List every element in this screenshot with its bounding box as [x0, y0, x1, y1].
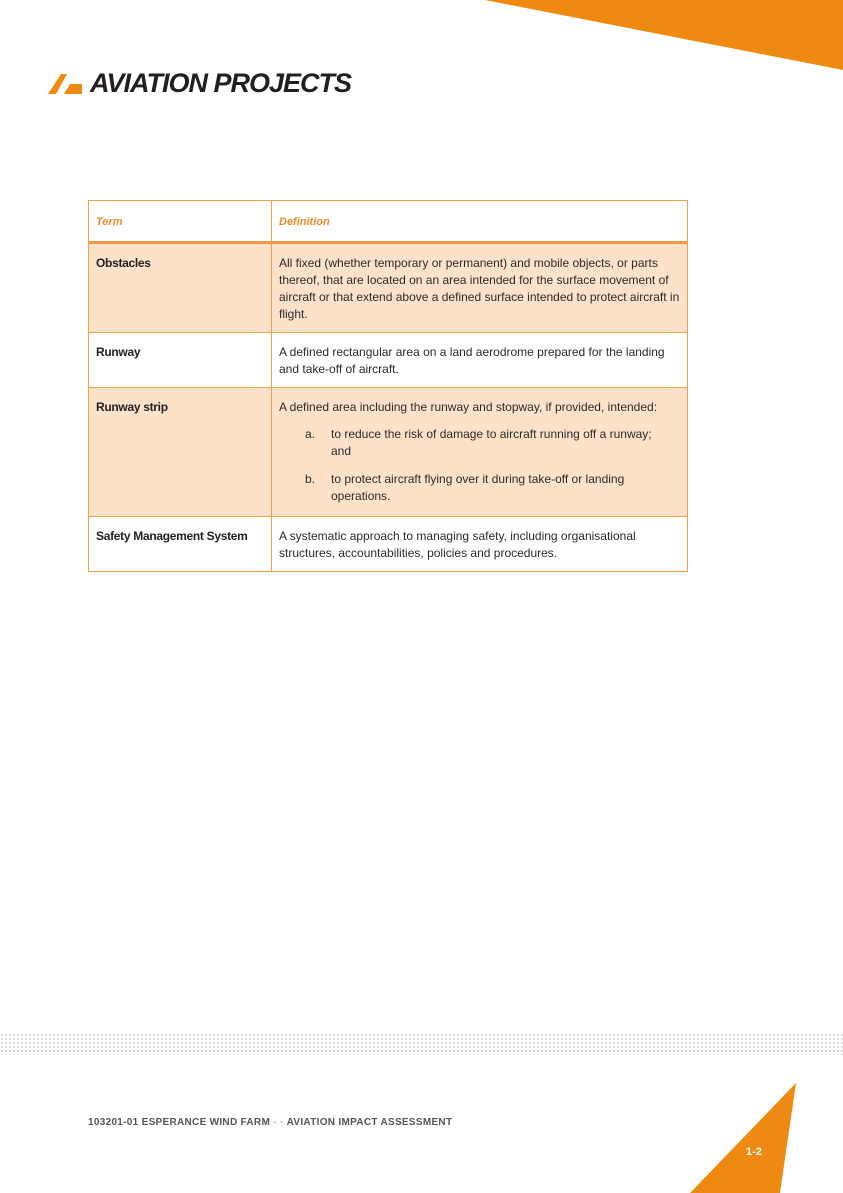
column-header-term: Term [89, 201, 272, 243]
definitions-table [88, 200, 688, 572]
company-logo [48, 66, 351, 100]
definition-cell [272, 388, 688, 517]
table-row [89, 388, 688, 517]
list-item [279, 471, 680, 505]
definition-intro: A defined area including the runway and stopway, if provided, intended: [279, 400, 658, 414]
footer-report-title: AVIATION IMPACT ASSESSMENT [286, 1117, 453, 1128]
list-marker: a. [305, 427, 316, 441]
list-marker: b. [305, 472, 316, 486]
page-corner-triangle [690, 1083, 800, 1193]
footer-dot-pattern [0, 1033, 843, 1055]
list-item [279, 426, 680, 460]
term-cell: Runway [89, 333, 272, 388]
definition-sub-list [279, 426, 680, 505]
term-cell: Obstacles [89, 243, 272, 333]
definition-cell: All fixed (whether temporary or permanent) and mobile objects, or parts thereof, that are located on an area intended for the surface movement of aircraft or that extend above a defined surface intended to protect aircraft in flight. [272, 243, 688, 333]
column-header-definition: Definition [272, 201, 688, 243]
logo-mark-icon [48, 68, 84, 98]
term-cell: Runway strip [89, 388, 272, 517]
list-item-text: to protect aircraft flying over it during take-off or landing operations. [331, 472, 625, 503]
footer-separator: - - [270, 1117, 287, 1128]
page-number: 1-2 [746, 1146, 762, 1158]
footer-document-reference [88, 1117, 452, 1128]
logo-text: AVIATION PROJECTS [90, 68, 352, 98]
definition-cell: A defined rectangular area on a land aerodrome prepared for the landing and take-off of aircraft. [272, 333, 688, 388]
term-cell: Safety Management System [89, 517, 272, 572]
table-row [89, 333, 688, 388]
table-row [89, 517, 688, 572]
table-row [89, 243, 688, 333]
list-item-text: to reduce the risk of damage to aircraft running off a runway; and [331, 427, 652, 458]
definition-cell: A systematic approach to managing safety, including organisational structures, accountabilities, policies and procedures. [272, 517, 688, 572]
footer-project: 103201-01 ESPERANCE WIND FARM [88, 1117, 271, 1128]
table-header-row [89, 201, 688, 243]
